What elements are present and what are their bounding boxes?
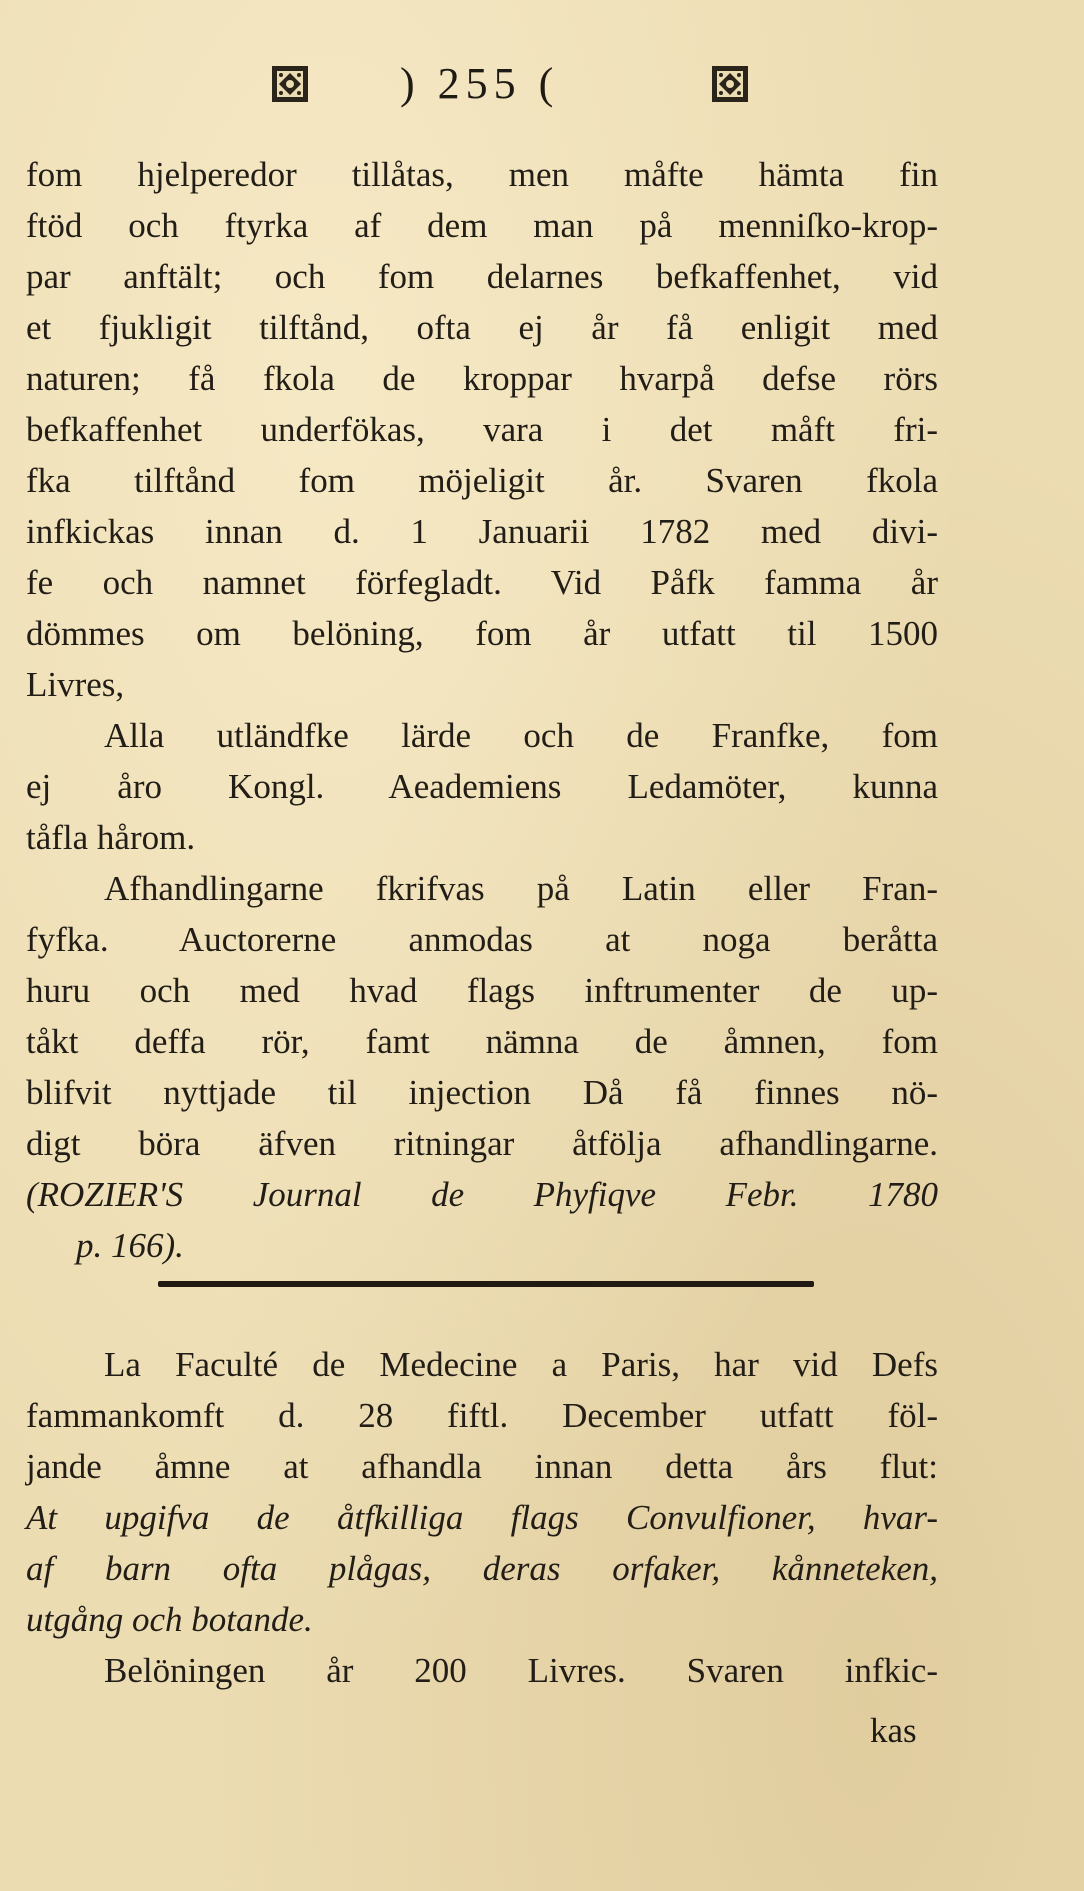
italic-line: utgång och botande. — [26, 1600, 313, 1639]
book-page — [26, 0, 1038, 1891]
italic-line: At upgifva de åtfkilliga flags Convulfioner, hvar- — [26, 1498, 938, 1537]
italic-line: af barn ofta plågas, deras orfaker, kånneteken, — [26, 1549, 938, 1588]
text-line: ej åro Kongl. Aeademiens Ledamöter, kunna — [26, 767, 938, 806]
text-line: fe och namnet förfegladt. Vid Påfk famma år — [26, 563, 938, 602]
citation-line: p. 166). — [76, 1226, 184, 1265]
text-line: Afhandlingarne fkrifvas på Latin eller Fran- — [104, 869, 938, 908]
text-line: Alla utländfke lärde och de Franfke, fom — [104, 716, 938, 755]
ornament-icon — [710, 64, 750, 104]
ornament-icon — [270, 64, 310, 104]
text-line: par anftält; och fom delarnes befkaffenhet, vid — [26, 257, 938, 296]
page-number: ) 255 ( — [400, 59, 560, 108]
text-line: huru och med hvad flags inftrumenter de up- — [26, 971, 938, 1010]
catchword: kas — [870, 1711, 917, 1750]
text-line: tåfla hårom. — [26, 818, 196, 857]
citation-line: (ROZIER'S Journal de Phyfiqve Febr. 1780 — [26, 1175, 938, 1214]
section-divider — [158, 1281, 814, 1287]
text-line: naturen; få fkola de kroppar hvarpå defse rörs — [26, 359, 938, 398]
text-line: digt böra äfven ritningar åtfölja afhandlingarne. — [26, 1124, 938, 1163]
text-line: blifvit nyttjade til injection Då få finnes nö- — [26, 1073, 938, 1112]
text-line: dömmes om belöning, fom år utfatt til 1500 — [26, 614, 938, 653]
text-line: fyfka. Auctorerne anmodas at noga beråtta — [26, 920, 938, 959]
text-line: ftöd och ftyrka af dem man på menniſko-krop- — [26, 206, 938, 245]
text-line: fom hjelperedor tillåtas, men måfte hämta fin — [26, 155, 938, 194]
text-line: fka tilftånd fom möjeligit år. Svaren fkola — [26, 461, 938, 500]
text-line: jande åmne at afhandla innan detta års flut: — [26, 1447, 938, 1486]
text-line: Belöningen år 200 Livres. Svaren infkic- — [104, 1651, 938, 1690]
page-header — [270, 58, 770, 112]
text-line: fammankomft d. 28 fiftl. December utfatt föl- — [26, 1396, 938, 1435]
text-line: Livres, — [26, 665, 125, 704]
text-line: et fjukligit tilftånd, ofta ej år få enligit med — [26, 308, 938, 347]
text-line: infkickas innan d. 1 Januarii 1782 med divi- — [26, 512, 938, 551]
text-line: La Faculté de Medecine a Paris, har vid Defs — [104, 1345, 938, 1384]
text-line: befkaffenhet underfökas, vara i det måft fri- — [26, 410, 938, 449]
text-line: tåkt deffa rör, famt nämna de åmnen, fom — [26, 1022, 938, 1061]
